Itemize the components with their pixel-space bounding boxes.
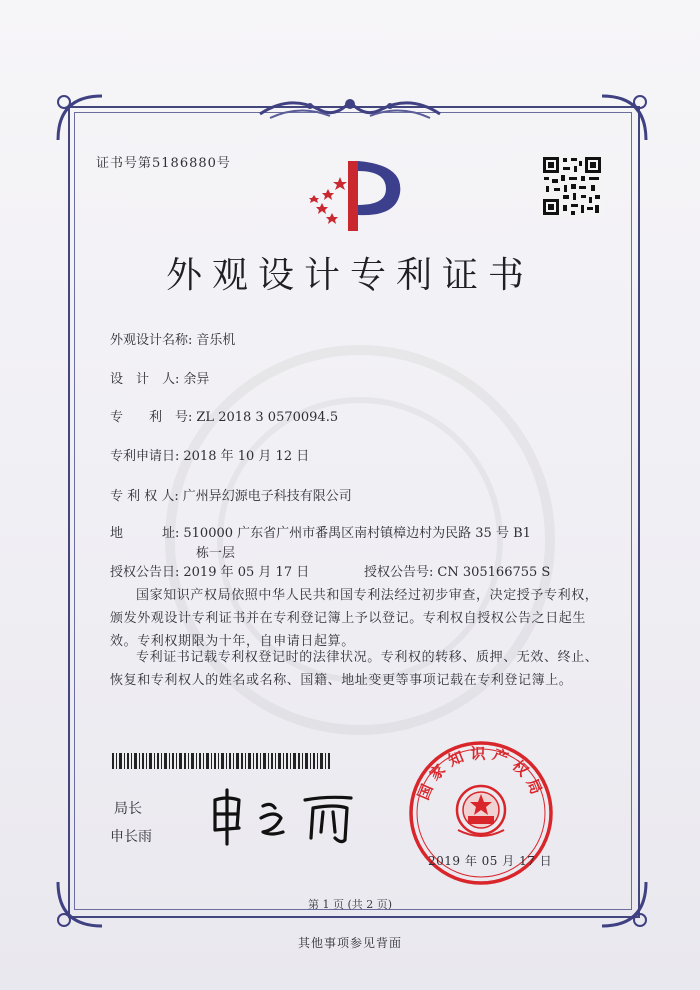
address-label: 地 址:: [110, 526, 180, 541]
grant-date-label: 授权公告日:: [110, 565, 180, 580]
page-number: 第 1 页 (共 2 页): [307, 898, 393, 911]
corner-ornament-top-left: [50, 88, 110, 148]
field-filing-date: [110, 445, 309, 464]
grant-number-value: CN 305166755 S: [437, 565, 551, 580]
field-patent-number: [110, 406, 338, 425]
signatory-title: 局长: [114, 801, 142, 817]
address-line-2: 栋一层: [196, 546, 236, 561]
grant-number-label: 授权公告号:: [364, 565, 434, 580]
designer-value: 余异: [183, 372, 210, 387]
patentee-value: 广州异幻源电子科技有限公司: [182, 489, 352, 504]
corner-ornament-top-right: [594, 88, 654, 148]
designer-label: 设 计 人:: [110, 372, 180, 387]
top-ornament: [250, 92, 450, 126]
patent-number-label: 专 利 号:: [110, 410, 193, 425]
address-line-1: 510000 广东省广州市番禺区南村镇樟边村为民路 35 号 B1: [183, 526, 531, 541]
field-grant-number: [364, 561, 550, 580]
grant-date-value: 2019 年 05 月 17 日: [183, 565, 310, 580]
handwritten-signature: [205, 786, 365, 846]
body-paragraph-2: 专利证书记载专利权登记时的法律状况。专利权的转移、质押、无效、终止、恢复和专利权人的姓名或名称、国籍、地址变更等事项记载在专利登记簿上。: [110, 650, 599, 688]
patent-number-value: ZL 2018 3 0570094.5: [196, 410, 339, 425]
signatory-name: 申长雨: [110, 829, 152, 845]
qr-code-icon: [541, 155, 603, 217]
seal-text: 国家知识产权局: [414, 744, 548, 803]
seal-date: 2019 年 05 月 17 日: [428, 854, 553, 868]
field-patentee: [110, 485, 352, 504]
field-designer: [110, 368, 209, 387]
footer-note: 其他事项参见背面: [297, 936, 402, 950]
filing-date-value: 2018 年 10 月 12 日: [183, 449, 310, 464]
certificate-title: 外观设计专利证书: [165, 255, 534, 296]
certificate-number: 证书号第5186880号: [96, 156, 231, 171]
filing-date-label: 专利申请日:: [110, 449, 180, 464]
field-grant-date: [110, 561, 309, 580]
design-name-value: 音乐机: [196, 333, 236, 348]
field-address: [110, 522, 531, 541]
cnipa-logo-icon: [300, 155, 410, 235]
design-name-label: 外观设计名称:: [110, 333, 193, 348]
field-design-name: [110, 329, 235, 348]
body-paragraph-1: 国家知识产权局依照中华人民共和国专利法经过初步审查，决定授予专利权，颁发外观设计专利证书并在专利登记簿上予以登记。专利权自授权公告之日起生效。专利权期限为十年，自申请日起算。: [110, 588, 599, 649]
barcode-icon: [112, 753, 332, 769]
patentee-label: 专 利 权 人:: [110, 489, 179, 504]
